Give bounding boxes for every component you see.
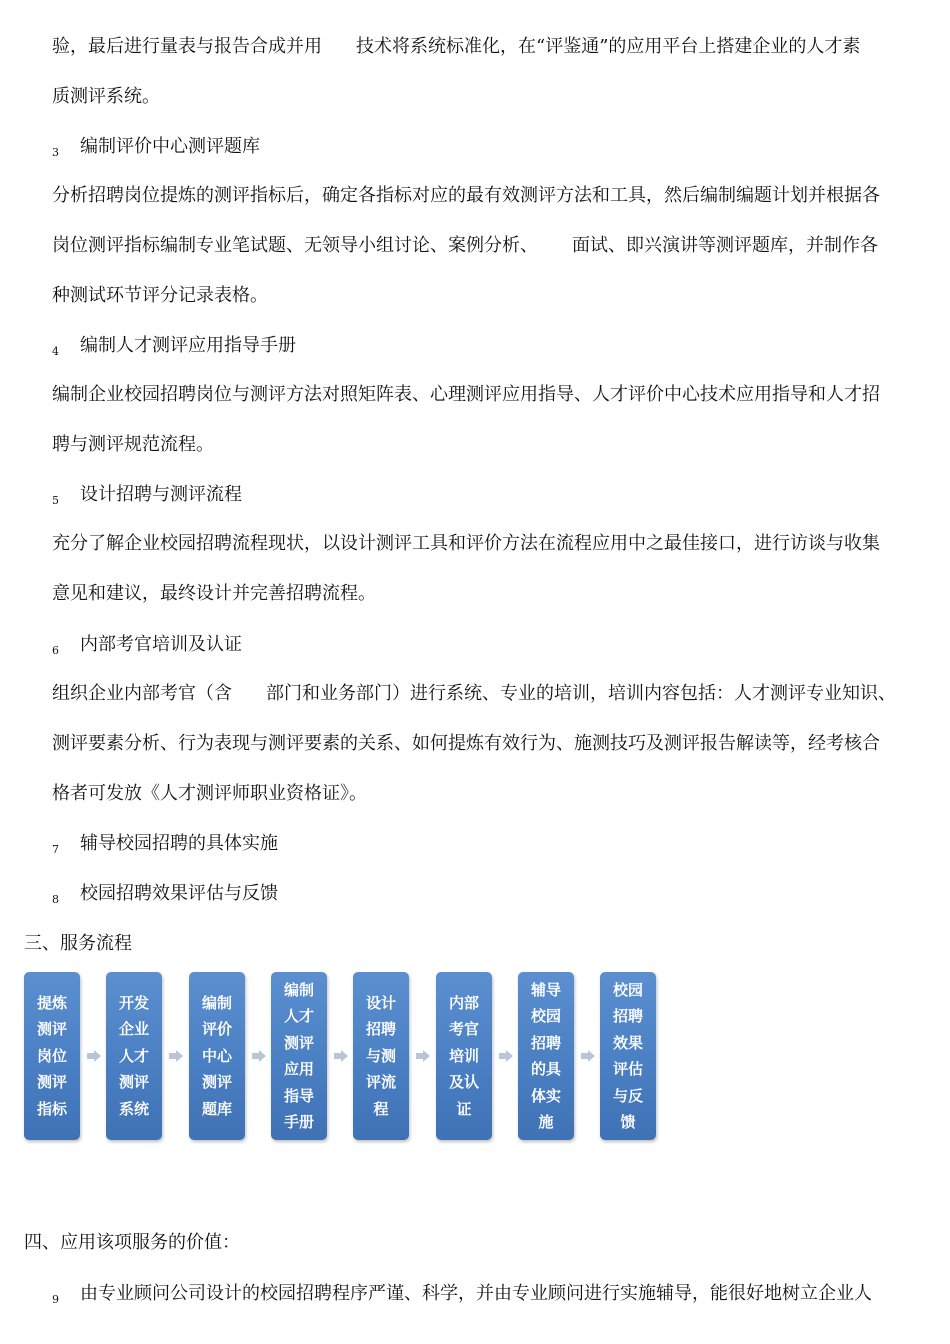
text-run: 面试、即兴演讲等测评题库，并制作各	[572, 235, 878, 256]
text-run: 编制企业校园招聘岗位与测评方法对照矩阵表、心理测评应用指导、人才评价中心技术应用指导和人才招	[52, 384, 880, 405]
text-run: 技术将系统标准化，在“评鉴通”的应用平台上搭建企业的人才素	[356, 36, 861, 57]
item-heading: 辅导校园招聘的具体实施	[80, 833, 278, 854]
text-run: 充分了解企业校园招聘流程现状，以设计测评工具和评价方法在流程应用中之最佳接口，进行访谈与收集	[52, 533, 880, 554]
item-number: 5	[52, 494, 59, 507]
arrow-right-icon	[416, 1050, 430, 1062]
list-item-5	[52, 481, 932, 515]
text-run: 岗位测评指标编制专业笔试题、无领导小组讨论、案例分析、	[52, 235, 538, 256]
flow-step-label: 辅导校园招聘的具体实施	[530, 980, 561, 1131]
service-flow-diagram	[24, 972, 664, 1142]
item-number: 6	[52, 644, 59, 657]
flow-step-label: 开发企业人才测评系统	[118, 993, 149, 1118]
text-run: 种测试环节评分记录表格。	[52, 285, 268, 306]
flow-step-8	[600, 972, 656, 1140]
list-item-4	[52, 332, 932, 366]
text-run: 组织企业内部考官（含	[52, 683, 232, 704]
text-run: 验，最后进行量表与报告合成并用	[52, 36, 322, 57]
flow-step-label: 提炼测评岗位测评指标	[36, 993, 67, 1118]
text-run: 格者可发放《人才测评师职业资格证》。	[52, 783, 367, 804]
flow-step-3	[189, 972, 245, 1140]
flow-step-label: 校园招聘效果评估与反馈	[612, 980, 643, 1131]
item-text: 由专业顾问公司设计的校园招聘程序严谨、科学，并由专业顾问进行实施辅导，能很好地树立企业人	[80, 1283, 872, 1304]
item-heading: 设计招聘与测评流程	[80, 484, 242, 505]
text-run: 分析招聘岗位提炼的测评指标后，确定各指标对应的最有效测评方法和工具，然后编制编题计划并根据各	[52, 185, 880, 206]
paragraph-question-bank	[52, 171, 932, 321]
paragraph-process	[52, 519, 932, 619]
list-item-3	[52, 133, 932, 167]
paragraph-training	[52, 669, 932, 819]
list-item-7	[52, 830, 932, 864]
flow-step-label: 设计招聘与测评流程	[365, 993, 396, 1118]
arrow-right-icon	[334, 1050, 348, 1062]
text-run: 部门和业务部门）进行系统、专业的培训，培训内容包括：人才测评专业知识、	[266, 683, 896, 704]
item-heading: 编制评价中心测评题库	[80, 136, 260, 157]
flow-step-label: 内部考官培训及认证	[448, 993, 479, 1118]
arrow-right-icon	[252, 1050, 266, 1062]
text-run: 意见和建议，最终设计并完善招聘流程。	[52, 583, 376, 604]
arrow-right-icon	[581, 1050, 595, 1062]
flow-step-6	[436, 972, 492, 1140]
arrow-right-icon	[87, 1050, 101, 1062]
text-run: 测评要素分析、行为表现与测评要素的关系、如何提炼有效行为、施测技巧及测评报告解读等，经考核合	[52, 733, 880, 754]
item-number: 4	[52, 345, 59, 358]
section-heading-service-flow: 三、服务流程	[24, 933, 132, 954]
flow-step-label: 编制人才测评应用指导手册	[283, 980, 314, 1131]
arrow-right-icon	[499, 1050, 513, 1062]
flow-step-2	[106, 972, 162, 1140]
flow-step-1	[24, 972, 80, 1140]
paragraph-intro	[52, 22, 932, 122]
item-heading: 校园招聘效果评估与反馈	[80, 883, 278, 904]
list-item-8	[52, 880, 932, 914]
item-number: 9	[52, 1293, 59, 1306]
text-run: 质测评系统。	[52, 86, 160, 107]
flow-step-label: 编制评价中心测评题库	[201, 993, 232, 1118]
arrow-right-icon	[169, 1050, 183, 1062]
flow-step-7	[518, 972, 574, 1140]
text-run: 聘与测评规范流程。	[52, 434, 214, 455]
list-item-6	[52, 631, 932, 665]
item-number: 3	[52, 146, 59, 159]
section-heading-value: 四、应用该项服务的价值：	[24, 1232, 240, 1253]
item-heading: 编制人才测评应用指导手册	[80, 335, 296, 356]
item-number: 8	[52, 893, 59, 906]
flow-step-5	[353, 972, 409, 1140]
list-item-9	[52, 1280, 932, 1314]
item-number: 7	[52, 843, 59, 856]
item-heading: 内部考官培训及认证	[80, 634, 242, 655]
flow-step-4	[271, 972, 327, 1140]
paragraph-manual	[52, 370, 932, 470]
